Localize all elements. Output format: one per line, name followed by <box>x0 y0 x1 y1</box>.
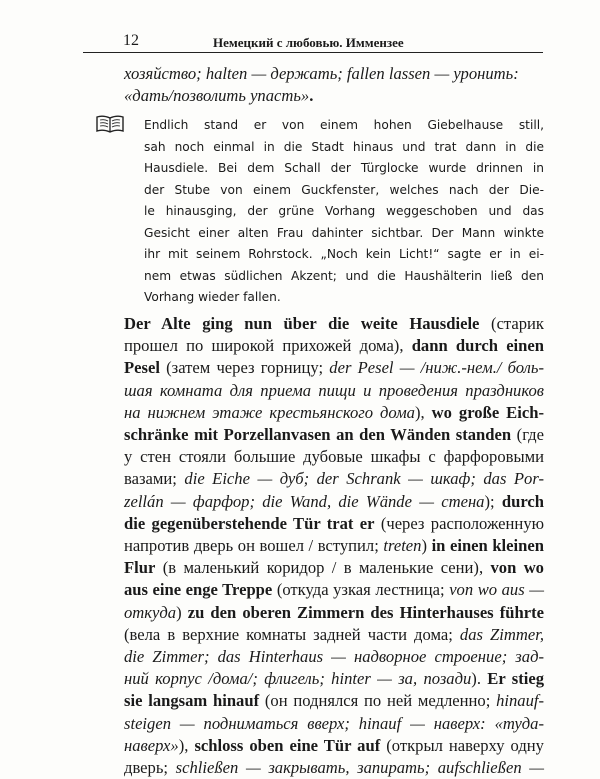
text-run: (где <box>511 425 544 444</box>
commentary-line <box>124 357 544 379</box>
text-run: (открыл наверху одну <box>380 735 544 755</box>
text-run: schloss oben eine Tür auf <box>194 735 381 755</box>
text-run: durch <box>501 491 544 511</box>
text-run: Der Alte ging nun über die weite Hausdiele <box>124 314 480 333</box>
commentary-line <box>124 402 544 424</box>
text-run: ний корпус /дома/; флигель; hinter — за, позади <box>124 669 472 689</box>
text-run: von wo aus — <box>449 580 544 600</box>
commentary-line <box>124 380 544 402</box>
text-run: (откуда узкая лестница; <box>272 580 450 600</box>
text-run: (вела в верхние комнаты задней части дома; <box>124 624 460 644</box>
text-run: вазами; <box>124 469 185 489</box>
text-run: die Zimmer; das Hinterhaus — надворное строение; зад- <box>124 647 544 666</box>
commentary-line <box>124 468 544 490</box>
text-run: das Zimmer, <box>459 624 544 644</box>
commentary-line <box>124 446 544 468</box>
text-run: шая комната для приема пищи и проведения праздников <box>124 380 544 400</box>
commentary-line <box>124 557 544 579</box>
text-run: хозяйство; halten — держать; fallen lassen — уронить: <box>124 64 519 83</box>
text-run: прошел по широкой прихожей дома), <box>124 336 412 356</box>
text-run: steigen — подниматься вверх; hinauf — наверх: «туда- <box>124 713 544 733</box>
text-run: sie langsam hinauf <box>124 691 260 711</box>
commentary-line <box>124 713 544 735</box>
text-run: Er stieg <box>487 669 545 689</box>
text-run: Pesel <box>124 358 160 378</box>
german-line: Vorhang wieder fallen. <box>144 290 281 304</box>
german-line: Hausdiele. Bei dem Schall der Türglocke wurde drinnen in <box>144 161 544 175</box>
german-line: Gesicht einer alten Frau dahinter sichtbar. Der Mann winkte <box>144 225 544 240</box>
commentary-line <box>124 668 544 690</box>
book-title: Немецкий с любовью. Иммензее <box>213 35 404 50</box>
german-line: Endlich stand er von einem hohen Giebelhause still, <box>144 118 544 132</box>
text-run: ). <box>471 669 488 689</box>
text-run: ) <box>421 536 432 555</box>
commentary-line <box>124 579 544 601</box>
german-line: der Stube von einem Guckfenster, welches nach der Die- <box>144 182 544 197</box>
text-run: наверх» <box>124 735 179 755</box>
commentary-line <box>124 424 544 446</box>
german-line: ihr mit seinem Rohrstock. „Noch kein Licht!“ sagte er in ei- <box>144 247 544 261</box>
text-run: напротив дверь он вошел / вступил; <box>124 536 384 555</box>
page-number: 12 <box>123 32 139 49</box>
commentary-line <box>124 491 544 513</box>
intro-line <box>124 85 544 107</box>
text-run: ), <box>414 402 432 422</box>
text-run: «дать/позволить упасть» <box>124 86 310 105</box>
intro-line <box>124 63 544 85</box>
text-run: . <box>309 86 314 105</box>
text-run: (старик <box>479 314 544 333</box>
text-run: ) <box>176 602 188 622</box>
text-run: ); <box>484 491 502 511</box>
commentary-line <box>124 735 544 757</box>
text-run: aus eine enge Treppe <box>124 580 273 600</box>
text-run: (затем через горницу; <box>159 358 330 378</box>
text-run: у стен стояли большие дубовые шкафы с фарфоровыми <box>124 447 544 467</box>
commentary-line <box>124 335 544 357</box>
german-line: nem etwas südlichen Akzent; und die Haushälterin ließ den <box>144 268 544 283</box>
commentary-line <box>124 690 544 712</box>
text-run: Flur <box>124 558 156 578</box>
commentary-line <box>124 624 544 646</box>
text-run: (через расположенную <box>374 513 545 533</box>
german-line: sah noch einmal in die Stadt hinaus und trat dann in die <box>144 139 544 154</box>
text-run: откуда <box>124 602 177 622</box>
text-run: von wo <box>490 558 544 578</box>
commentary-line <box>124 313 544 335</box>
german-line: le hinausging, der grüne Vorhang weggeschoben und das <box>144 204 544 218</box>
text-run: zu den oberen Zimmern des Hinterhauses führte <box>187 602 544 622</box>
text-run: дверь; <box>124 758 176 777</box>
text-run: in einen kleinen <box>431 536 544 555</box>
commentary-line <box>124 757 544 779</box>
text-run: dann durch einen <box>411 336 544 356</box>
commentary-line <box>124 646 544 668</box>
text-run: die gegenüberstehende Tür trat er <box>124 513 375 533</box>
commentary-line <box>124 602 544 624</box>
running-header <box>83 32 543 53</box>
text-run: ), <box>178 735 195 755</box>
text-run: treten <box>383 536 422 555</box>
text-run: der Pesel — /ниж.-нем./ боль- <box>329 358 544 378</box>
text-run: (он поднялся по ней медленно; <box>259 691 497 711</box>
text-run: на нижнем этаже крестьянского дома <box>124 402 415 422</box>
open-book-icon <box>95 114 125 134</box>
text-run: (в маленький коридор / в маленькие сени), <box>155 558 491 578</box>
text-run: hinauf- <box>496 691 545 711</box>
text-run: schließen — закрывать, запирать; aufschließen — <box>175 758 544 777</box>
commentary-line <box>124 535 544 557</box>
commentary-line <box>124 513 544 535</box>
text-run: schränke mit Porzellanvasen an den Wänden standen <box>124 425 512 444</box>
text-run: zellán — фарфор; die Wand, die Wände — стена <box>124 491 485 511</box>
text-run: wo große Eich- <box>431 402 544 422</box>
text-run: die Eiche — дуб; der Schrank — шкаф; das Por- <box>184 469 544 489</box>
